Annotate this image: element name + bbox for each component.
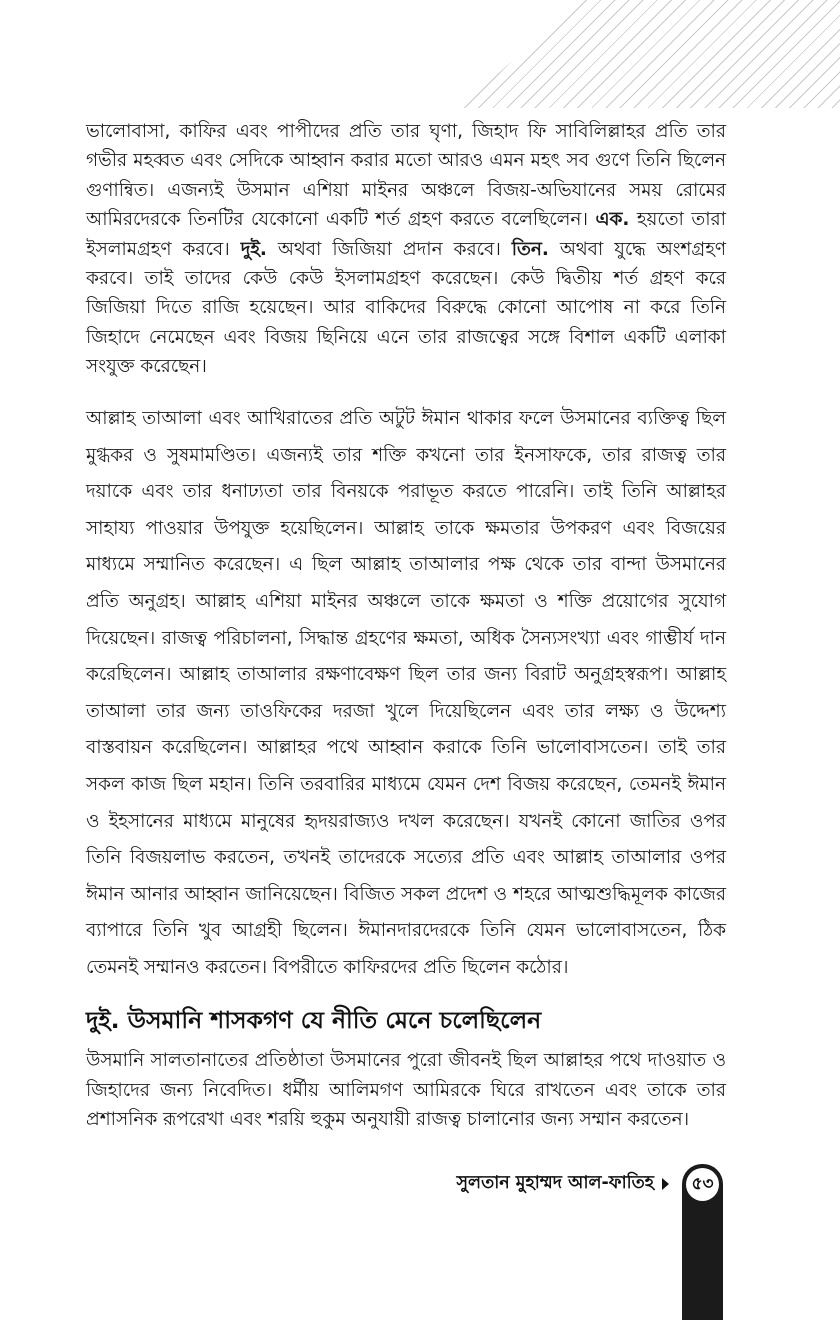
footer-arrow-icon	[662, 1178, 669, 1190]
closing-paragraph-text: উসমানি সালতানাতের প্রতিষ্ঠাতা উসমানের পুরো জীবনই ছিল আল্লাহর পথে দাওয়াত ও জিহাদের জন্য নিবেদিত। ধর্মীয় আলিমগণ আমিরকে ঘিরে রাখতেন এবং তাকে তার প্রশাসনিক রূপরেখা এবং শরয়ি হুকুম অনুযায়ী রাজত্ব চালানোর জন্য সম্মান করতেন।	[86, 1050, 726, 1131]
paragraph-1-run: অথবা জিজিয়া প্রদান করবে।	[266, 238, 512, 260]
footer-book-title: সুলতান মুহাম্মদ আল-ফাতিহ	[456, 1173, 654, 1193]
paragraph-1-marker-dui: দুই.	[240, 238, 267, 260]
paragraph-1-marker-tin: তিন.	[511, 238, 549, 260]
paragraph-1-run: অথবা যুদ্ধে অংশগ্রহণ করবে। তাই তাদের কেউ কেউ ইসলামগ্রহণ করেছেন। কেউ দ্বিতীয় শর্ত গ্রহণ করে জিজিয়া দিতে রাজি হয়েছেন। আর বাকিদের বিরুদ্ধে কোনো আপোষ না করে তিনি জিহাদে নেমেছেন এবং বিজয় ছিনিয়ে এনে তার রাজত্বের সঙ্গে বিশাল একটি এলাকা সংযুক্ত করেছেন।	[86, 238, 726, 378]
paragraph-2	[86, 401, 726, 987]
paragraph-1-run: ভালোবাসা, কাফির এবং পাপীদের প্রতি তার ঘৃণা, জিহাদ ফি সাবিলিল্লাহর প্রতি তার গভীর মহব্বত এবং সেদিকে আহ্বান করার মতো আরও এমন মহৎ সব গুণে তিনি ছিলেন গুণান্বিত। এজন্যই উসমান এশিয়া মাইনর অঞ্চলে বিজয়-অভিযানের সময় রোমের আমিরদেরকে তিনটির যেকোনো একটি শর্ত গ্রহণ করতে বলেছিলেন।	[86, 121, 726, 231]
paragraph-2-text: আল্লাহ তাআলা এবং আখিরাতের প্রতি অটুট ঈমান থাকার ফলে উসমানের ব্যক্তিত্ব ছিল মুগ্ধকর ও সুষমামণ্ডিত। এজন্যই তার শক্তি কখনো তার ইনসাফকে, তার রাজত্ব তার দয়াকে এবং তার ধনাঢ্যতা তার বিনয়কে পরাভূত করতে পারেনি। তাই তিনি আল্লাহর সাহায্য পাওয়ার উপযুক্ত হয়েছিলেন। আল্লাহ তাকে ক্ষমতার উপকরণ এবং বিজয়ের মাধ্যমে সম্মানিত করেছেন। এ ছিল আল্লাহ তাআলার পক্ষ থেকে তার বান্দা উসমানের প্রতি অনুগ্রহ। আল্লাহ এশিয়া মাইনর অঞ্চলে তাকে ক্ষমতা ও শক্তি প্রয়োগের সুযোগ দিয়েছেন। রাজত্ব পরিচালনা, সিদ্ধান্ত গ্রহণের ক্ষমতা, অধিক সৈন্যসংখ্যা এবং গাম্ভীর্য দান করেছিলেন। আল্লাহ তাআলার রক্ষণাবেক্ষণ ছিল তার জন্য বিরাট অনুগ্রহস্বরূপ। আল্লাহ তাআলা তার জন্য তাওফিকের দরজা খুলে দিয়েছিলেন এবং তার লক্ষ্য ও উদ্দেশ্য বাস্তবায়ন করেছিলেন। আল্লাহর পথে আহ্বান করাকে তিনি ভালোবাসতেন। তাই তার সকল কাজ ছিল মহান। তিনি তরবারির মাধ্যমে যেমন দেশ বিজয় করেছেন, তেমনই ঈমান ও ইহসানের মাধ্যমে মানুষের হৃদয়রাজ্যও দখল করেছেন। যখনই কোনো জাতির ওপর তিনি বিজয়লাভ করতেন, তখনই তাদেরকে সত্যের প্রতি এবং আল্লাহ তাআলার ওপর ঈমান আনার আহ্বান জানিয়েছেন। বিজিত সকল প্রদেশ ও শহরে আত্মশুদ্ধিমূলক কাজের ব্যাপারে তিনি খুব আগ্রহী ছিলেন। ঈমানদারদেরকে তিনি যেমন ভালোবাসতেন, ঠিক তেমনই সম্মানও করতেন। বিপরীতে কাফিরদের প্রতি ছিলেন কঠোর।	[86, 408, 726, 978]
corner-hatch-decoration	[460, 0, 840, 108]
closing-paragraph	[86, 1046, 726, 1135]
paragraph-1-marker-ek: এক.	[595, 209, 630, 231]
paragraph-1-run: হয়তো তারা ইসলামগ্রহণ করবে।	[86, 209, 726, 260]
paragraph-1	[86, 117, 726, 382]
page-number: ৫৩	[686, 1168, 719, 1201]
section-heading: দুই. উসমানি শাসকগণ যে নীতি মেনে চলেছিলেন	[86, 1006, 542, 1034]
